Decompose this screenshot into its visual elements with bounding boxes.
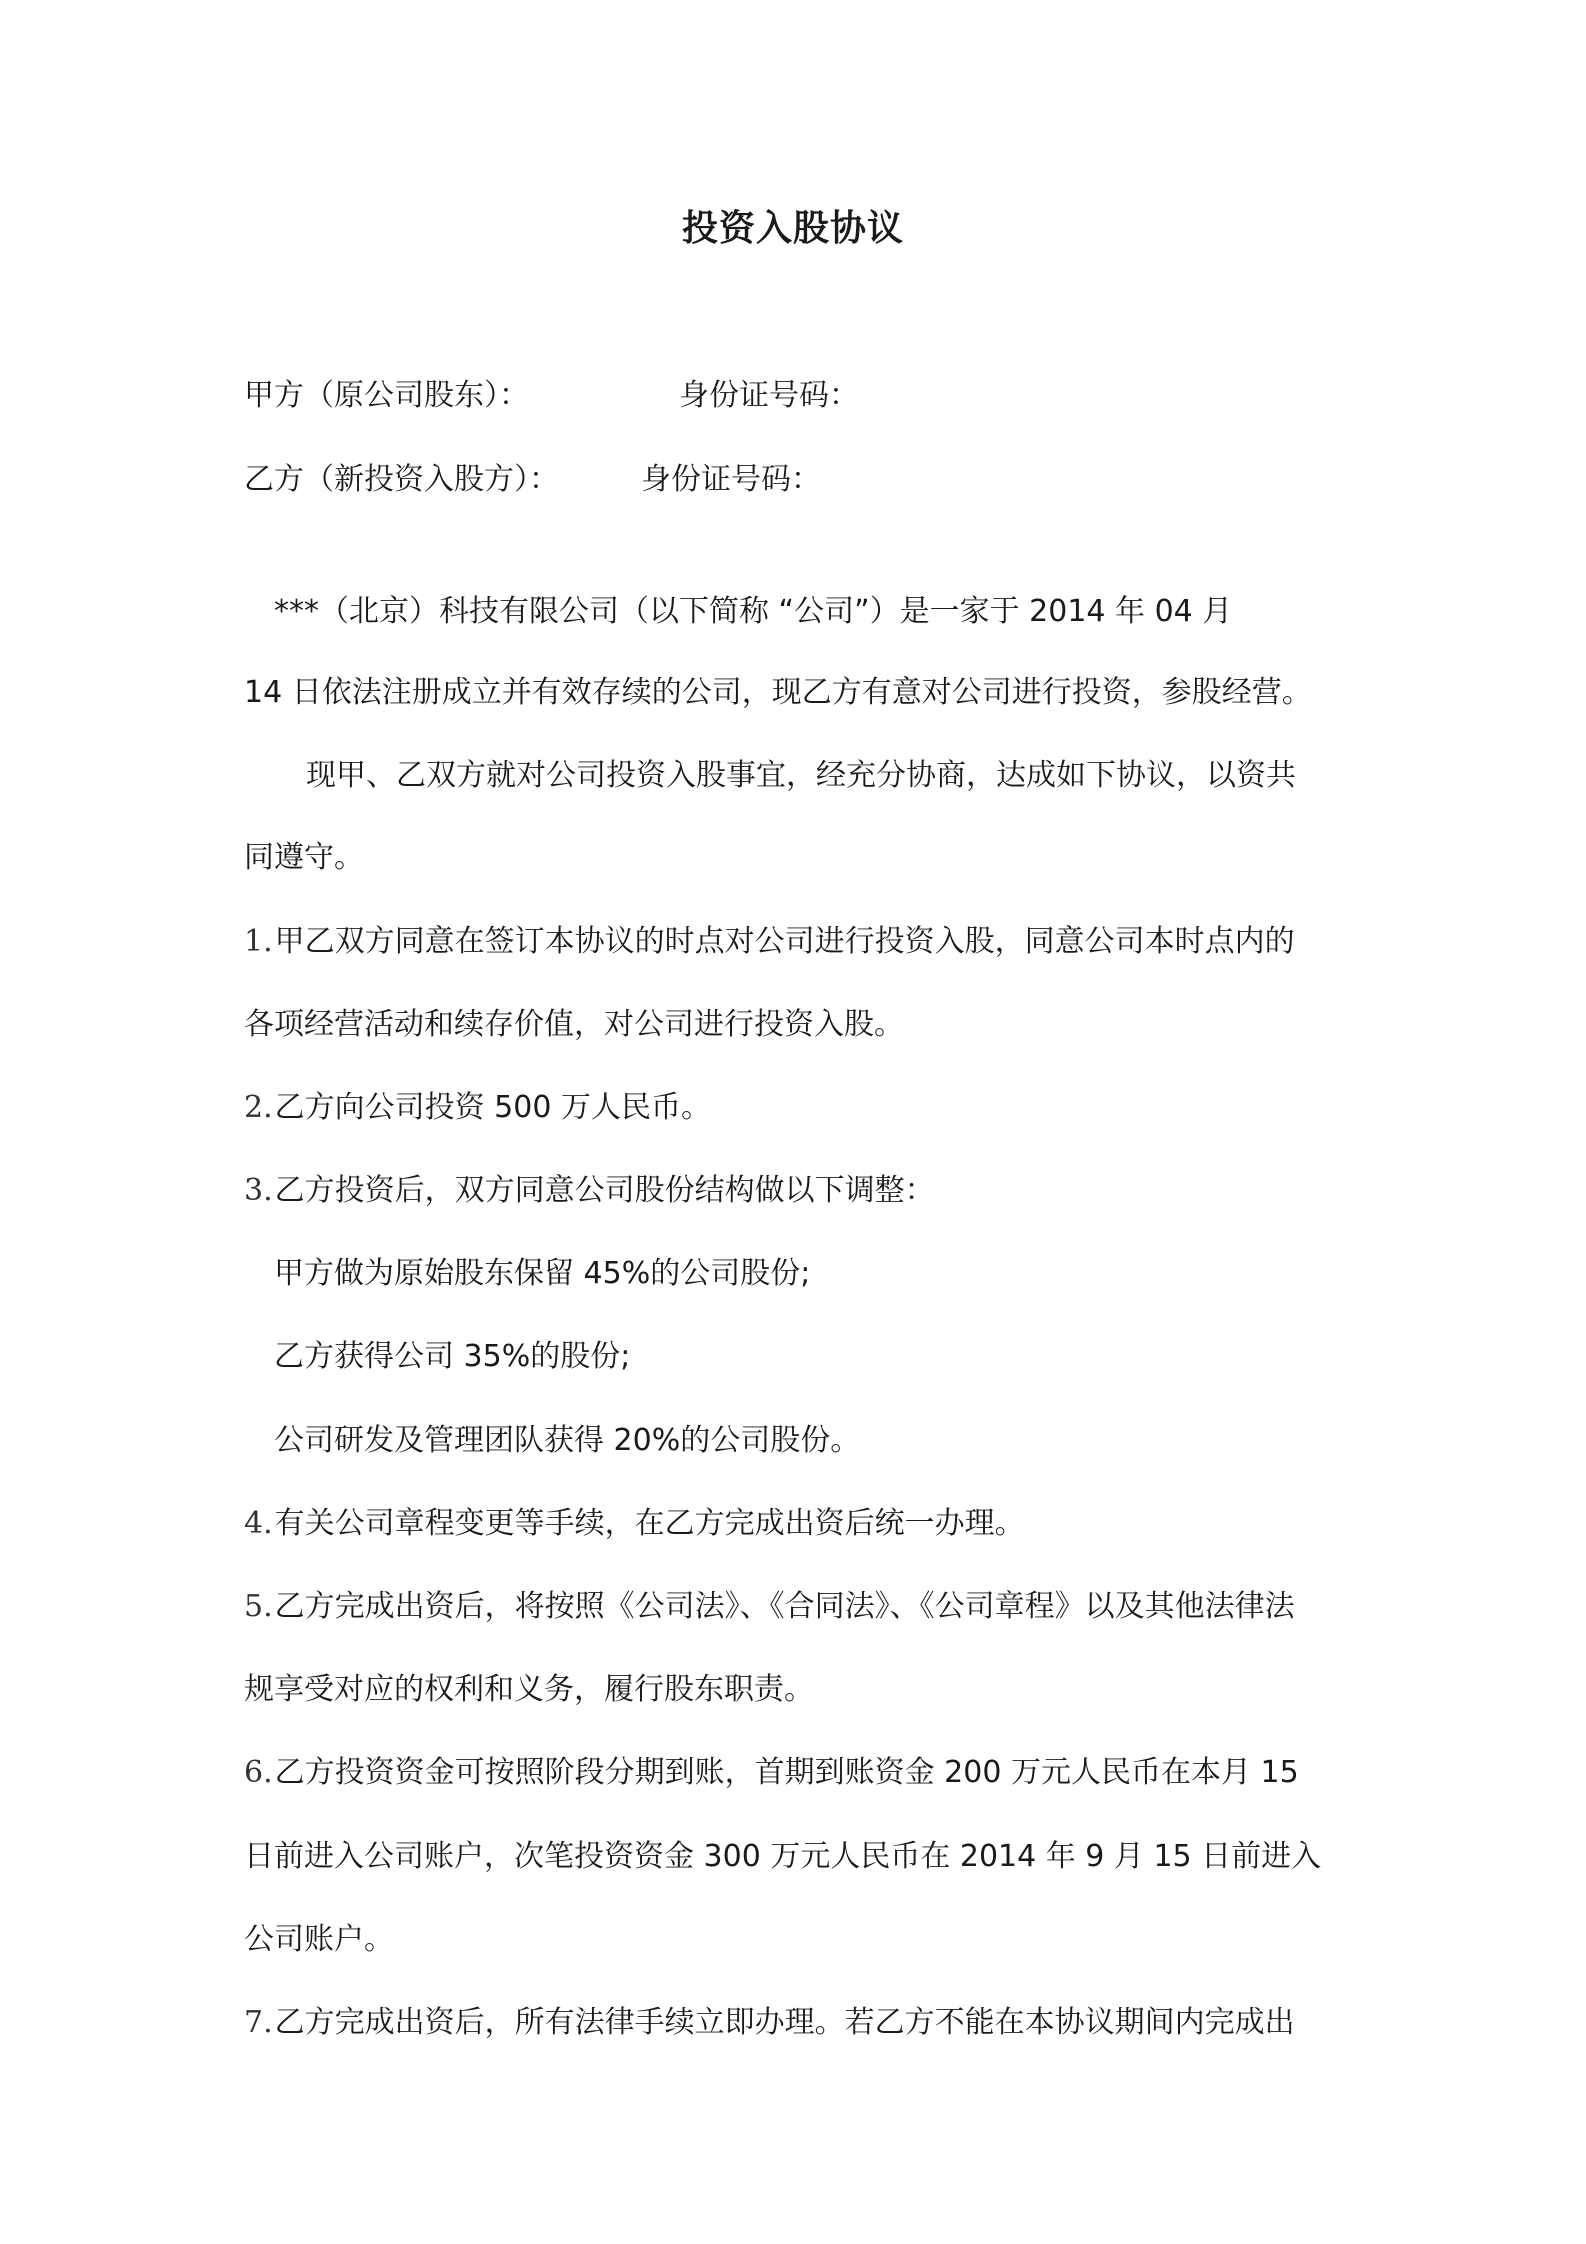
clause-1-line-2: 各项经营活动和续存价值，对公司进行投资入股。 — [244, 1007, 904, 1042]
document-title: 投资入股协议 — [681, 208, 904, 249]
clause-6-line-2: 日前进入公司账户，次笔投资资金 300 万元人民币在 2014 年 9 月 15 日前进入 — [244, 1839, 1322, 1874]
clause-5-line-1 — [244, 1587, 1364, 1627]
clause-1-line-1 — [244, 922, 1364, 962]
party-a-id-label: 身份证号码： — [679, 378, 859, 413]
clause-text: 乙方投资后，双方同意公司股份结构做以下调整： — [274, 1173, 935, 1208]
clause-text: 甲乙双方同意在签订本协议的时点对公司进行投资入股，同意公司本时点内的 — [274, 924, 1295, 959]
clause-number: 5. — [244, 1589, 273, 1624]
clause-7-line-1 — [244, 2003, 1364, 2043]
clause-number: 1. — [244, 924, 273, 959]
intro-line-1: ***（北京）科技有限公司（以下简称 “公司”）是一家于 2014 年 04 月 — [274, 594, 1233, 629]
clause-6-line-3: 公司账户。 — [244, 1922, 394, 1957]
intro-line-3: 现甲、乙双方就对公司投资入股事宜，经充分协商，达成如下协议，以资共 — [306, 758, 1296, 793]
clause-number: 2. — [244, 1090, 273, 1125]
clause-4-line-1 — [244, 1504, 1364, 1544]
party-a-line — [244, 376, 1364, 416]
clause-2-line-1 — [244, 1088, 1364, 1128]
intro-line-4: 同遵守。 — [244, 840, 364, 875]
clause-6-line-1 — [244, 1753, 1364, 1793]
intro-line-2: 14 日依法注册成立并有效存续的公司，现乙方有意对公司进行投资，参股经营。 — [244, 675, 1312, 710]
clause-5-line-2: 规享受对应的权利和义务，履行股东职责。 — [244, 1672, 814, 1707]
party-b-line — [244, 460, 1364, 500]
party-a-label: 甲方（原公司股东）： — [244, 378, 529, 413]
party-b-label: 乙方（新投资入股方）： — [244, 462, 559, 497]
clause-text: 乙方完成出资后，将按照《公司法》、《合同法》、《公司章程》以及其他法律法 — [274, 1589, 1295, 1624]
clause-number: 6. — [244, 1755, 273, 1790]
clause-number: 3. — [244, 1173, 273, 1208]
clause-number: 7. — [244, 2005, 273, 2040]
clause-text: 有关公司章程变更等手续，在乙方完成出资后统一办理。 — [274, 1506, 1025, 1541]
clause-3-line-1 — [244, 1171, 1364, 1211]
clause-3-sub-2: 乙方获得公司 35%的股份; — [274, 1339, 631, 1374]
clause-text: 乙方向公司投资 500 万人民币。 — [274, 1090, 711, 1125]
clause-number: 4. — [244, 1506, 273, 1541]
clause-text: 乙方投资资金可按照阶段分期到账，首期到账资金 200 万元人民币在本月 15 — [274, 1755, 1299, 1790]
clause-3-sub-1: 甲方做为原始股东保留 45%的公司股份; — [274, 1256, 811, 1291]
party-b-id-label: 身份证号码： — [641, 462, 821, 497]
clause-text: 乙方完成出资后，所有法律手续立即办理。若乙方不能在本协议期间内完成出 — [274, 2005, 1295, 2040]
clause-3-sub-3: 公司研发及管理团队获得 20%的公司股份。 — [274, 1423, 861, 1458]
